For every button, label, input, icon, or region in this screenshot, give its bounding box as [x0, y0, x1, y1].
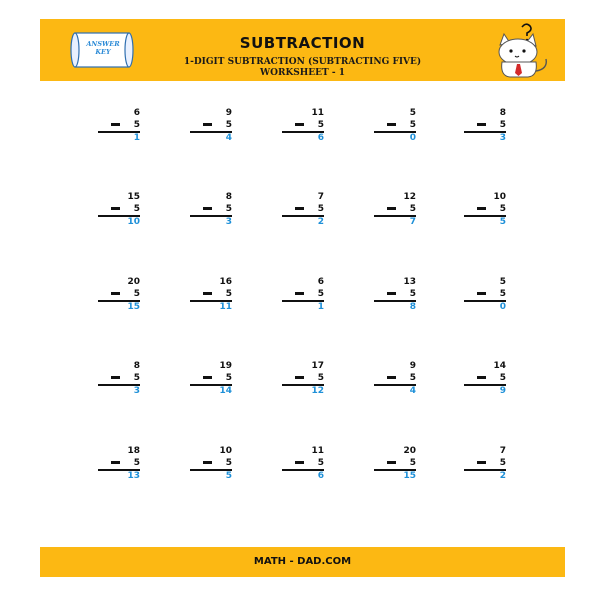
subtrahend: 5 [409, 458, 416, 468]
minus-sign [111, 376, 120, 379]
answer: 0 [499, 302, 506, 312]
minus-sign [295, 376, 304, 379]
problem-18 [282, 361, 324, 401]
problem-10 [464, 192, 506, 232]
header-banner [40, 19, 565, 81]
problem-22 [190, 446, 232, 486]
minuend: 14 [493, 361, 506, 371]
subtrahend: 5 [225, 458, 232, 468]
minus-sign [203, 207, 212, 210]
answer: 6 [317, 471, 324, 481]
subtrahend: 5 [133, 120, 140, 130]
minus-sign [111, 461, 120, 464]
minus-sign [295, 461, 304, 464]
subtrahend: 5 [317, 458, 324, 468]
minus-sign [477, 376, 486, 379]
minuend: 10 [219, 446, 232, 456]
answer: 12 [311, 386, 324, 396]
problem-12 [190, 277, 232, 317]
minuend: 11 [311, 108, 324, 118]
problem-16 [98, 361, 140, 401]
minuend: 8 [499, 108, 506, 118]
minuend: 19 [219, 361, 232, 371]
minus-sign [477, 123, 486, 126]
subtrahend: 5 [499, 373, 506, 383]
answer: 7 [409, 217, 416, 227]
subtrahend: 5 [409, 120, 416, 130]
answer: 3 [499, 133, 506, 143]
minuend: 12 [403, 192, 416, 202]
minus-sign [387, 292, 396, 295]
answer: 15 [403, 471, 416, 481]
minuend: 18 [127, 446, 140, 456]
minuend: 16 [219, 277, 232, 287]
problem-14 [374, 277, 416, 317]
minus-sign [387, 207, 396, 210]
footer-banner [40, 547, 565, 577]
minus-sign [477, 292, 486, 295]
minuend: 7 [499, 446, 506, 456]
minus-sign [477, 207, 486, 210]
answer: 6 [317, 133, 324, 143]
minus-sign [295, 207, 304, 210]
problem-11 [98, 277, 140, 317]
minus-sign [111, 123, 120, 126]
problem-23 [282, 446, 324, 486]
subtrahend: 5 [133, 373, 140, 383]
answer: 1 [133, 133, 140, 143]
problem-8 [282, 192, 324, 232]
problem-4 [374, 108, 416, 148]
subtrahend: 5 [499, 204, 506, 214]
minus-sign [203, 123, 212, 126]
minus-sign [111, 207, 120, 210]
subtrahend: 5 [225, 204, 232, 214]
minus-sign [387, 461, 396, 464]
answer: 2 [317, 217, 324, 227]
answer: 13 [127, 471, 140, 481]
minus-sign [203, 376, 212, 379]
minus-sign [203, 461, 212, 464]
problem-6 [98, 192, 140, 232]
subtrahend: 5 [499, 120, 506, 130]
answer: 14 [219, 386, 232, 396]
problem-17 [190, 361, 232, 401]
answer: 11 [219, 302, 232, 312]
minus-sign [387, 123, 396, 126]
minuend: 15 [127, 192, 140, 202]
subtrahend: 5 [317, 373, 324, 383]
problem-21 [98, 446, 140, 486]
subtrahend: 5 [225, 289, 232, 299]
subtrahend: 5 [133, 289, 140, 299]
minuend: 8 [225, 192, 232, 202]
answer: 0 [409, 133, 416, 143]
answer: 5 [225, 471, 232, 481]
minus-sign [111, 292, 120, 295]
subtrahend: 5 [133, 204, 140, 214]
minus-sign [203, 292, 212, 295]
subtrahend: 5 [499, 458, 506, 468]
problem-15 [464, 277, 506, 317]
subtrahend: 5 [133, 458, 140, 468]
footer-site: MATH - DAD.COM [253, 556, 352, 567]
problem-19 [374, 361, 416, 401]
minuend: 17 [311, 361, 324, 371]
minuend: 11 [311, 446, 324, 456]
answer-key-label: ANSWER KEY [86, 40, 120, 56]
minuend: 13 [403, 277, 416, 287]
problem-7 [190, 192, 232, 232]
answer: 3 [225, 217, 232, 227]
problem-13 [282, 277, 324, 317]
answer: 4 [409, 386, 416, 396]
minuend: 6 [133, 108, 140, 118]
minuend: 5 [409, 108, 416, 118]
minus-sign [387, 376, 396, 379]
subtrahend: 5 [409, 204, 416, 214]
minuend: 9 [225, 108, 232, 118]
subtrahend: 5 [409, 289, 416, 299]
subtrahend: 5 [317, 204, 324, 214]
minuend: 8 [133, 361, 140, 371]
subtrahend: 5 [409, 373, 416, 383]
subtrahend: 5 [225, 373, 232, 383]
answer: 9 [499, 386, 506, 396]
worksheet-number: WORKSHEET - 1 [260, 68, 345, 78]
page-subtitle: 1-DIGIT SUBTRACTION (SUBTRACTING FIVE) [183, 57, 422, 67]
page-title: SUBTRACTION [239, 34, 366, 52]
problem-25 [464, 446, 506, 486]
minuend: 20 [127, 277, 140, 287]
problem-20 [464, 361, 506, 401]
answer: 5 [499, 217, 506, 227]
subtrahend: 5 [317, 289, 324, 299]
subtrahend: 5 [225, 120, 232, 130]
minus-sign [295, 123, 304, 126]
problem-5 [464, 108, 506, 148]
answer: 8 [409, 302, 416, 312]
subtrahend: 5 [499, 289, 506, 299]
answer: 4 [225, 133, 232, 143]
problem-2 [190, 108, 232, 148]
minuend: 6 [317, 277, 324, 287]
answer: 1 [317, 302, 324, 312]
minuend: 9 [409, 361, 416, 371]
minuend: 7 [317, 192, 324, 202]
problem-24 [374, 446, 416, 486]
minuend: 20 [403, 446, 416, 456]
problem-3 [282, 108, 324, 148]
answer: 10 [127, 217, 140, 227]
cat-mascot-icon [488, 21, 554, 79]
answer: 15 [127, 302, 140, 312]
minuend: 10 [493, 192, 506, 202]
minus-sign [477, 461, 486, 464]
minuend: 5 [499, 277, 506, 287]
subtrahend: 5 [317, 120, 324, 130]
problem-9 [374, 192, 416, 232]
answer: 3 [133, 386, 140, 396]
minus-sign [295, 292, 304, 295]
problem-1 [98, 108, 140, 148]
answer: 2 [499, 471, 506, 481]
